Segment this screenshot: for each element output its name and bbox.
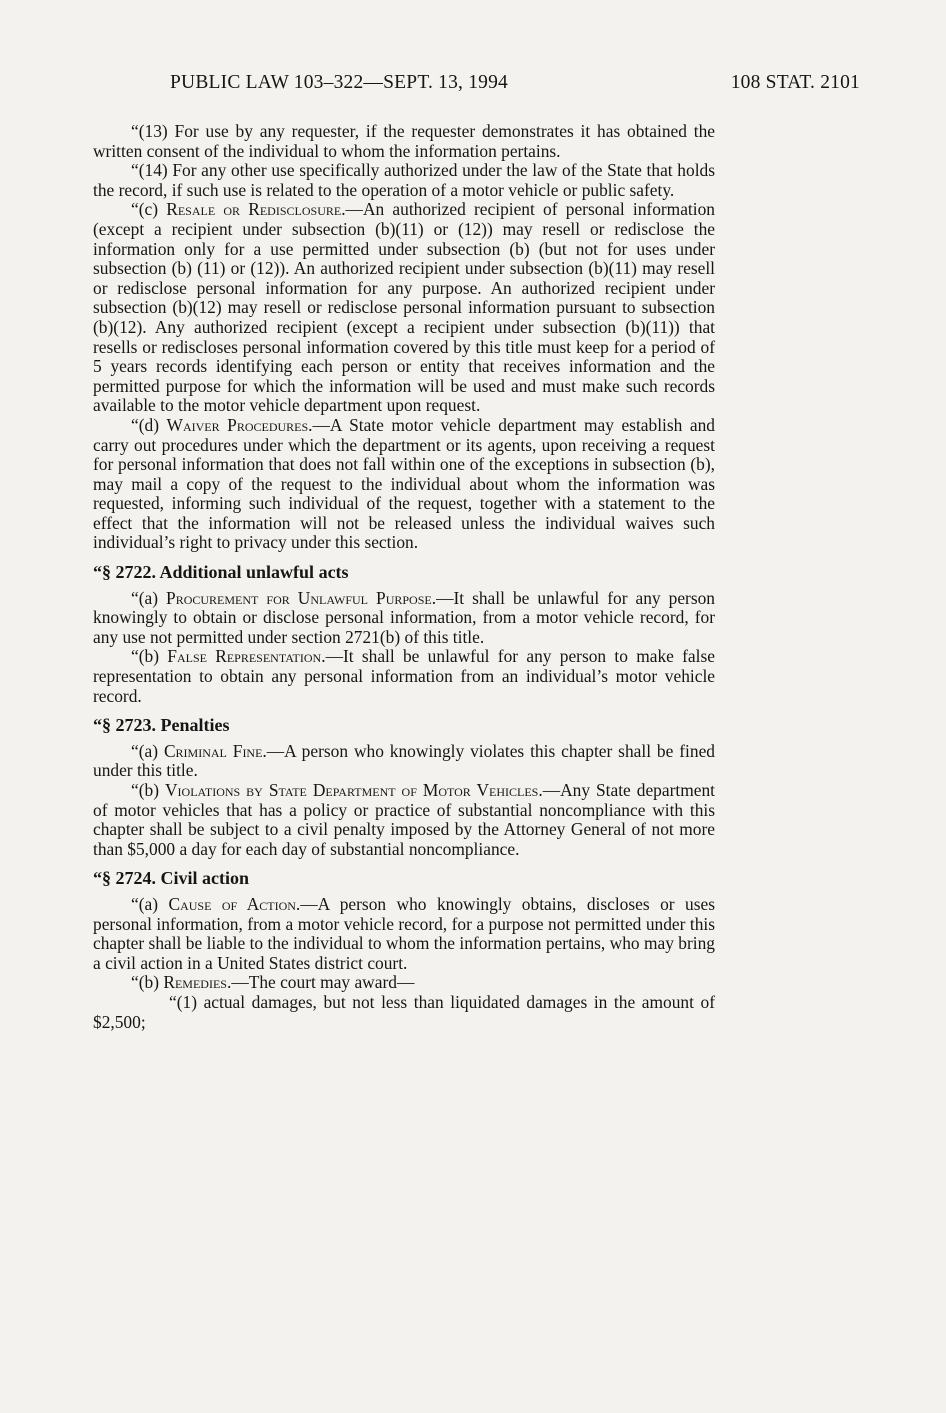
section-2722-a: [93, 589, 715, 648]
subsection-c: [93, 200, 715, 416]
section-2722-a-heading: Procurement for Unlawful Purpose.: [166, 587, 437, 608]
section-2724-b-text: —The court may award—: [231, 972, 415, 993]
subsection-d-text: —A State motor vehicle department may establish and carry out procedures under which the department or its agents, upon receiving a request for personal information that does not fall within one of the exceptions in subsection (b), may mail a copy of the request to the individual about whom the information was requested, informing such individual of the request, together with a statement to the effect that the information will not be released unless the individual waives such individual’s right to privacy under this section.: [93, 414, 715, 553]
section-2724-b: [93, 973, 715, 993]
section-2724-b-open: “(b): [131, 972, 164, 993]
paragraph-13: “(13) For use by any requester, if the requester demonstrates it has obtained the written consent of the individual to whom the information pertains.: [93, 121, 715, 161]
section-2724-a-text: —A person who knowingly obtains, discloses or uses personal information, from a motor vehicle record, for a purpose not permitted under this chapter shall be liable to the individual to whom the information pertains, who may bring a civil action in a United States district court.: [93, 893, 715, 973]
section-2723-b: [93, 781, 715, 859]
section-2723-a-open: “(a): [131, 740, 164, 761]
section-2723-a-heading: Criminal Fine.: [163, 740, 267, 761]
section-2723-heading: “§ 2723. Penalties: [93, 715, 230, 736]
subsection-c-open: “(c): [131, 199, 167, 220]
section-2723-a: [93, 742, 715, 781]
page-header: [170, 72, 860, 94]
section-2724-heading: “§ 2724. Civil action: [93, 868, 249, 889]
header-stat-citation: 108 STAT. 2101: [730, 72, 860, 93]
section-2724-a-open: “(a): [131, 893, 169, 914]
paragraph-14: “(14) For any other use specifically authorized under the law of the State that holds the record, if such use is related to the operation of a motor vehicle or public safety.: [93, 160, 715, 200]
subsection-c-text: —An authorized recipient of personal information (except a recipient under subsection (b)(11) or (12)) may resell or redisclose the information only for a use permitted under subsection (b) (but not for uses under subsection (b) (11) or (12)). An authorized recipient under subsection (b)(11) may resell or redisclose personal information for any purpose. An authorized recipient under subsection (b)(12) may resell or redisclose personal information pursuant to subsection (b)(12). Any authorized recipient (except a recipient under subsection (b)(11)) that resells or rediscloses personal information covered by this title must keep for a period of 5 years records identifying each person or entity that receives information and the permitted purpose for which the information will be used and must make such records available to the motor vehicle department upon request.: [93, 199, 715, 416]
subsection-d-open: “(d): [131, 414, 167, 435]
section-2722-heading: “§ 2722. Additional unlawful acts: [93, 562, 349, 583]
subsection-d-heading: Waiver Procedures.: [166, 414, 313, 435]
section-2722-b-text: —It shall be unlawful for any person to make false representation to obtain any personal information from an individual’s motor vehicle record.: [93, 646, 715, 706]
subsection-c-heading: Resale or Redisclosure.: [166, 199, 346, 220]
section-2722-b: [93, 647, 715, 706]
section-2723-a-text: —A person who knowingly violates this chapter shall be fined under this title.: [93, 740, 715, 781]
section-2723-b-open: “(b): [131, 780, 165, 800]
section-2723-b-text: —Any State department of motor vehicles that has a policy or practice of substantial noncompliance with this chapter shall be subject to a civil penalty imposed by the Attorney General of not more than $5,000 a day for each day of substantial noncompliance.: [93, 780, 715, 859]
section-2724-a: [93, 895, 715, 973]
document-body: [93, 122, 715, 1032]
section-2722-b-open: “(b): [131, 646, 168, 667]
section-2722-b-heading: False Representation.: [167, 646, 326, 667]
section-2722-a-open: “(a): [131, 587, 167, 608]
subsection-d: [93, 416, 715, 553]
section-2724-a-heading: Cause of Action.: [168, 893, 301, 914]
section-2724-b-heading: Remedies.: [163, 972, 232, 993]
section-2724-b-1: “(1) actual damages, but not less than liquidated damages in the amount of $2,500;: [93, 991, 715, 1032]
section-2723-b-heading: Violations by State Department of Motor Vehicles.: [164, 780, 543, 800]
header-title: PUBLIC LAW 103–322—SEPT. 13, 1994: [170, 72, 508, 93]
section-2722-a-text: —It shall be unlawful for any person knowingly to obtain or disclose personal information, from a motor vehicle record, for any use not permitted under section 2721(b) of this title.: [93, 587, 715, 647]
